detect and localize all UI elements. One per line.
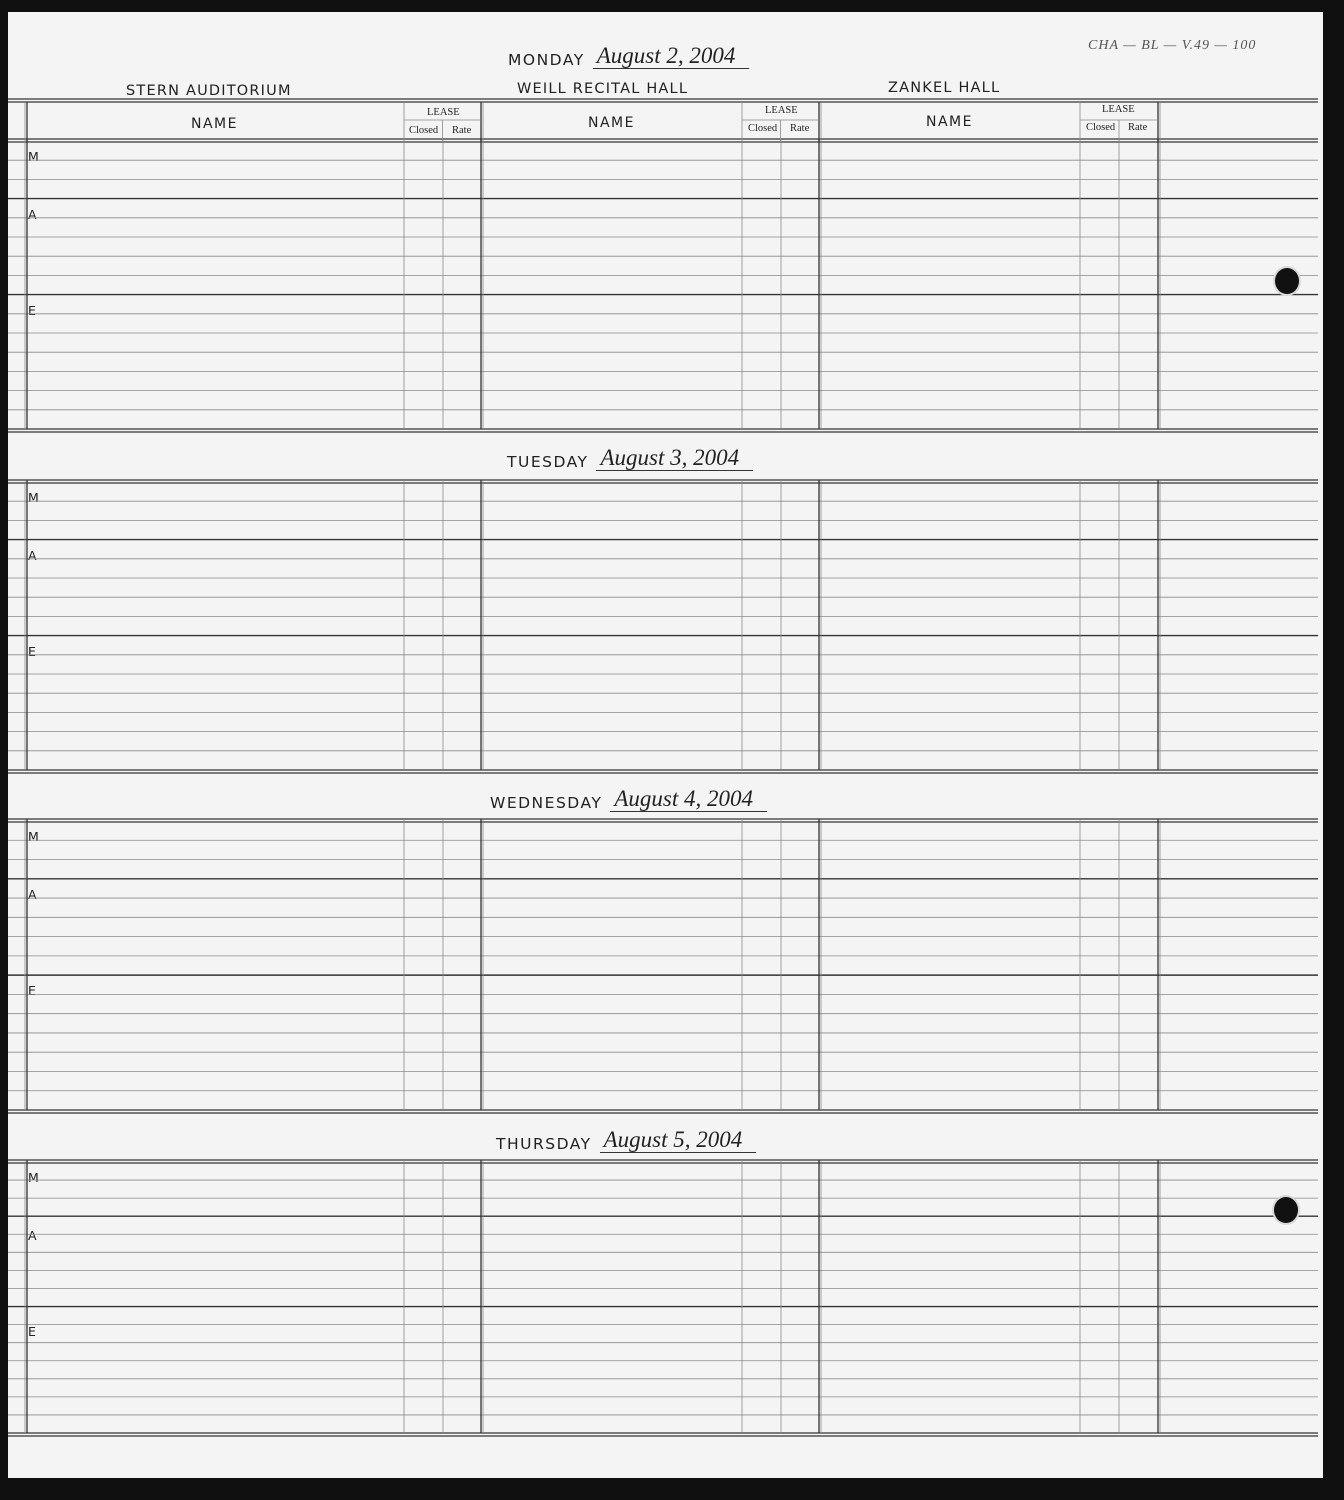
day-name: MONDAY [508, 51, 585, 69]
punch-hole [1275, 268, 1299, 294]
ledger-grid [8, 12, 1323, 1478]
section-label-morning: M [28, 149, 39, 164]
rate-header-zankel: Rate [1128, 122, 1148, 133]
rate-header-stern: Rate [452, 125, 472, 136]
lease-header-weill: LEASE [765, 105, 798, 116]
section-label-morning: M [28, 829, 39, 844]
section-label-evening: E [28, 1324, 36, 1339]
section-label-morning: M [28, 490, 39, 505]
name-column-header-stern: NAME [191, 116, 238, 132]
handwritten-date: August 3, 2004 [596, 446, 753, 471]
section-label-morning: M [28, 1170, 39, 1185]
hall-zankel: ZANKEL HALL [888, 80, 1001, 96]
day-name: THURSDAY [496, 1135, 592, 1153]
section-label-afternoon: A [28, 1228, 37, 1243]
hall-stern-auditorium: STERN AUDITORIUM [126, 83, 292, 99]
lease-header-stern: LEASE [427, 107, 460, 118]
closed-header-weill: Closed [748, 123, 778, 134]
handwritten-date: August 5, 2004 [600, 1128, 757, 1153]
day-name: WEDNESDAY [490, 794, 603, 812]
name-column-header-weill: NAME [588, 115, 635, 131]
handwritten-date: August 2, 2004 [593, 44, 750, 69]
closed-header-stern: Closed [409, 125, 439, 136]
section-label-afternoon: A [28, 207, 37, 222]
lease-header-zankel: LEASE [1102, 104, 1135, 115]
section-label-evening: E [28, 983, 36, 998]
punch-hole [1274, 1197, 1298, 1223]
handwritten-date: August 4, 2004 [610, 787, 767, 812]
ledger-sheet [8, 12, 1323, 1478]
archive-reference: CHA — BL — V.49 — 100 [1088, 38, 1257, 53]
closed-header-zankel: Closed [1086, 122, 1116, 133]
hall-weill-recital: WEILL RECITAL HALL [517, 81, 689, 97]
section-label-evening: E [28, 303, 36, 318]
section-label-afternoon: A [28, 548, 37, 563]
name-column-header-zankel: NAME [926, 114, 973, 130]
section-label-afternoon: A [28, 887, 37, 902]
day-name: TUESDAY [507, 453, 589, 471]
rate-header-weill: Rate [790, 123, 810, 134]
section-label-evening: E [28, 644, 36, 659]
